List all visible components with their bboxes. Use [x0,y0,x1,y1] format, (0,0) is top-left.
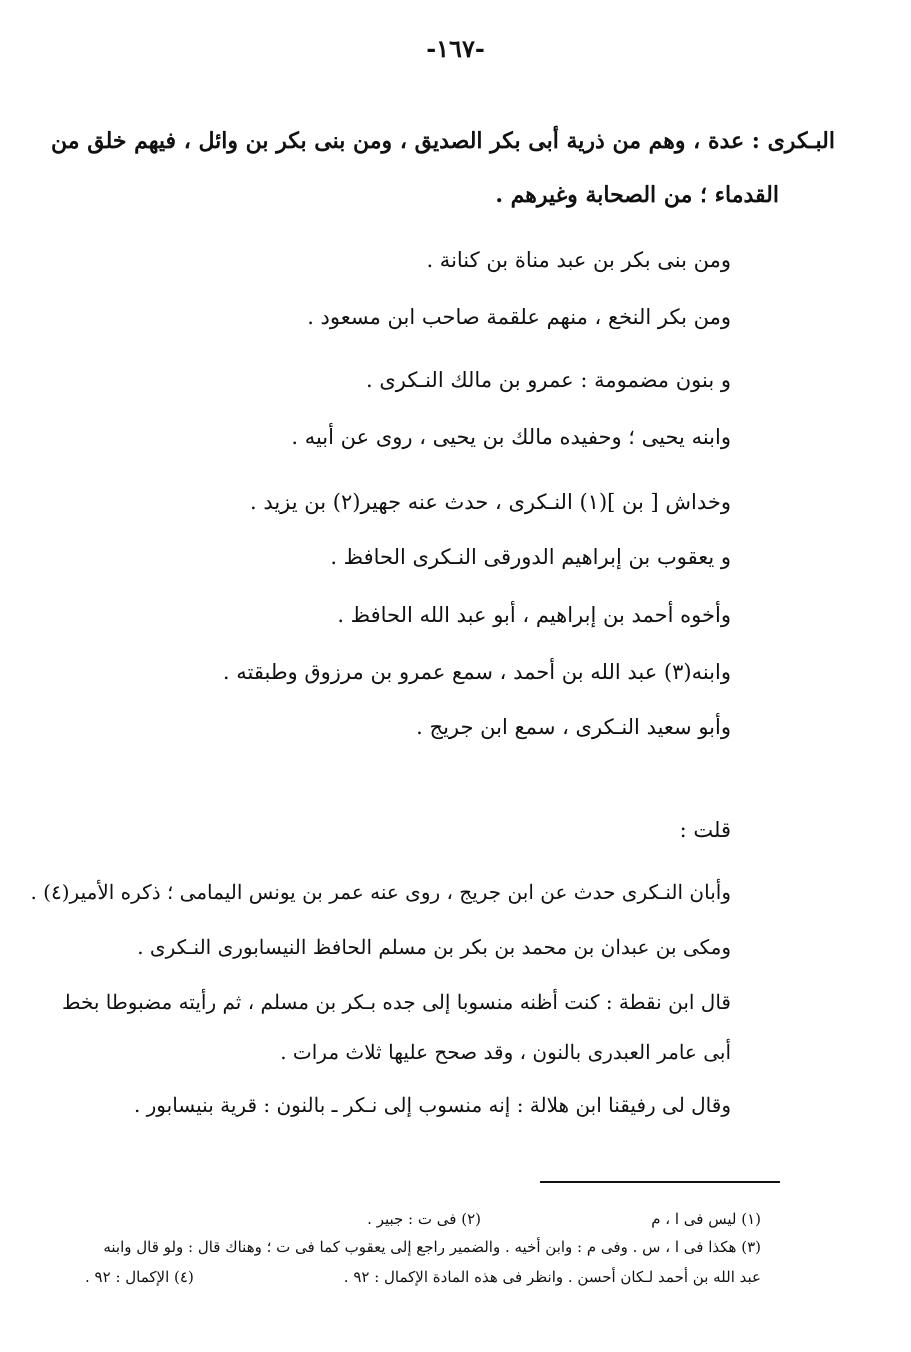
text-line: وأخوه أحمد بن إبراهيم ، أبو عبد الله الحافظ . [337,603,731,627]
page-number: -١٦٧- [426,34,485,63]
footnote-4: (٤) الإكمال : ٩٢ . [85,1268,194,1286]
text-line: ومن بكر النخع ، منهم علقمة صاحب ابن مسعود . [307,305,731,329]
entry-heading-line-2: القدماء ؛ من الصحابة وغيرهم . [495,182,779,208]
text-line: وابنه(٣) عبد الله بن أحمد ، سمع عمرو بن مرزوق وطبقته . [222,660,731,684]
text-line: أبى عامر العبدرى بالنون ، وقد صحح عليها ثلاث مرات . [280,1040,731,1064]
text-line: وأبو سعيد النـكرى ، سمع ابن جريج . [416,715,731,739]
text-line: ومن بنى بكر بن عبد مناة بن كنانة . [426,248,731,272]
text-line: وقال لى رفيقنا ابن هلالة : إنه منسوب إلى نـكر ـ بالنون : قرية بنيسابور . [133,1093,731,1117]
section-heading: قلت : [679,818,731,842]
text-line: و بنون مضمومة : عمرو بن مالك النـكرى . [365,368,731,392]
footnote-1: (١) ليس فى ا ، م [651,1210,761,1228]
text-line: وأبان النـكرى حدث عن ابن جريج ، روى عنه عمر بن يونس اليمامى ؛ ذكره الأمير(٤) . [30,880,731,904]
footnote-2: (٢) فى ت : جبير . [367,1210,481,1228]
footnote-3: (٣) هكذا فى ا ، س . وفى م : وابن أخيه . والضمير راجع إلى يعقوب كما فى ت ؛ وهناك قال : ولو قال وابنه [103,1238,761,1256]
footnote-3-continued: عبد الله بن أحمد لـكان أحسن . وانظر فى هذه المادة الإكمال : ٩٢ . [343,1268,761,1286]
text-line: و يعقوب بن إبراهيم الدورقى النـكرى الحافظ . [330,545,731,569]
text-line: وابنه يحيى ؛ وحفيده مالك بن يحيى ، روى عن أبيه . [291,425,731,449]
text-line: وخداش [ بن ](١) النـكرى ، حدث عنه جهير(٢) بن يزيد . [249,490,731,514]
text-line: قال ابن نقطة : كنت أظنه منسوبا إلى جده بـكر بن مسلم ، ثم رأيته مضبوطا بخط [61,990,731,1014]
footnote-separator [540,1181,780,1183]
entry-heading-line: البـكرى : عدة ، وهم من ذرية أبى بكر الصديق ، ومن بنى بكر بن وائل ، فيهم خلق من [51,128,835,154]
text-line: ومكى بن عبدان بن محمد بن بكر بن مسلم الحافظ النيسابورى النـكرى . [137,935,731,959]
